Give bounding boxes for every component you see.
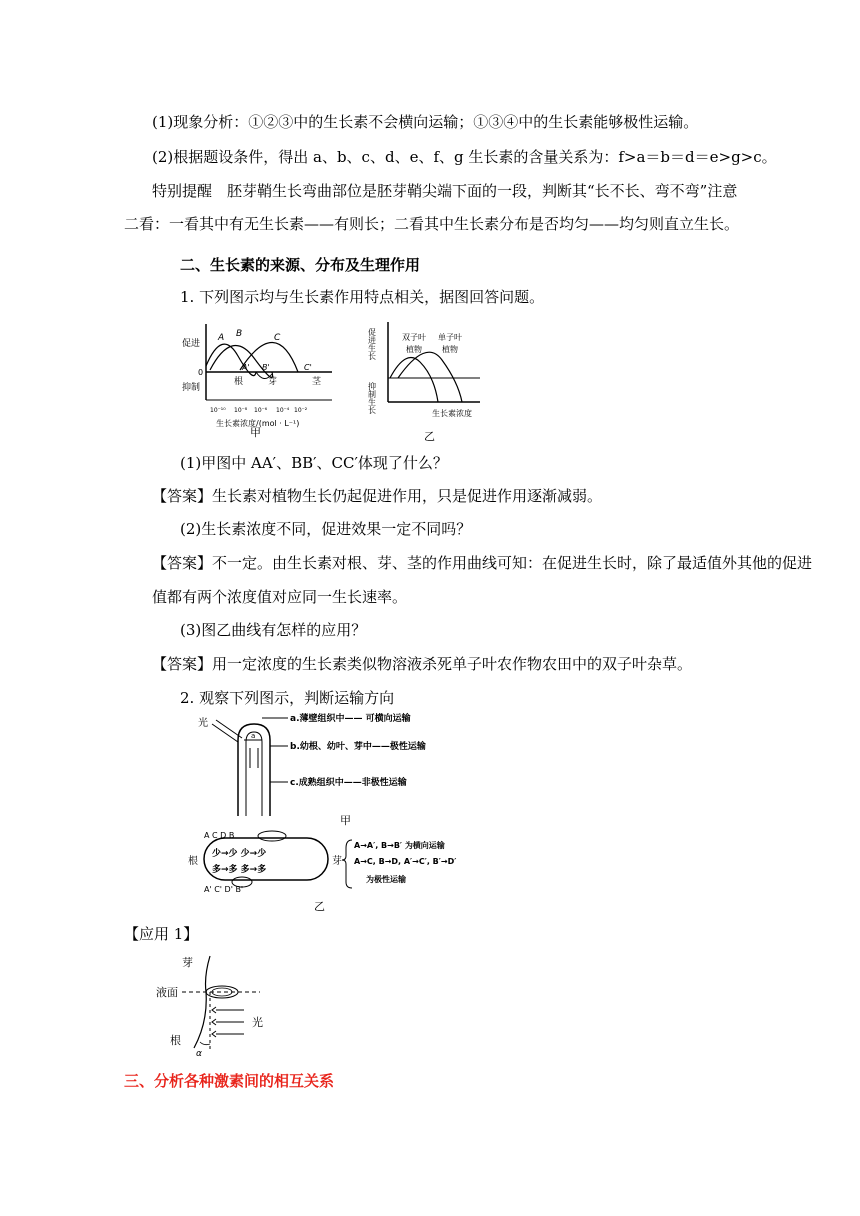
jia-curve-a: A xyxy=(218,333,225,343)
application-figure xyxy=(156,952,286,1056)
transport-yi-bottom-letters: A' C' D' B' xyxy=(204,885,244,894)
transport-figure-yi xyxy=(186,826,516,896)
transport-jia-line-a: a.薄壁组织中—— 可横向运输 xyxy=(290,714,411,724)
yi-monocot-2: 植物 xyxy=(442,345,458,354)
app-liquid-label: 液面 xyxy=(156,986,178,999)
jia-caption: 甲 xyxy=(250,426,261,439)
yi-y-bottom: 抑制生长 xyxy=(368,382,377,414)
yi-y-top: 促进生长 xyxy=(368,328,377,360)
transport-yi-row1: 少→少 少→少 xyxy=(212,849,267,859)
jia-x-label: 生长素浓度/(mol · L⁻¹) xyxy=(216,419,300,428)
jia-curve-b: B xyxy=(236,329,243,339)
question-1-3: (3)图乙曲线有怎样的应用？ xyxy=(180,621,367,639)
transport-jia-line-c: c.成熟组织中——非极性运输 xyxy=(290,778,407,788)
jia-label-a2: A' xyxy=(242,363,250,372)
question-1-2: (2)生长素浓度不同，促进效果一定不同吗？ xyxy=(180,520,472,538)
jia-organ-stem: 茎 xyxy=(312,377,322,387)
paragraph-phenomenon: (1)现象分析：①②③中的生长素不会横向运输；①③④中的生长素能够极性运输。 xyxy=(152,113,699,131)
yi-caption: 乙 xyxy=(424,430,435,443)
answer-1-1: 【答案】生长素对植物生长仍起促进作用，只是促进作用逐渐减弱。 xyxy=(152,487,603,505)
transport-yi-rule2: A→C, B→D, A′→C′, B′→D′ xyxy=(354,857,457,866)
transport-jia-a-mark: a xyxy=(251,732,256,740)
paragraph-note-line2: 二看：一看其中有无生长素——有则长；二看其中生长素分布是否均匀——均匀则直立生长。 xyxy=(124,215,740,233)
section-heading-3: 三、分析各种激素间的相互关系 xyxy=(124,1072,335,1090)
jia-zero: 0 xyxy=(198,368,204,377)
section-heading-2: 二、生长素的来源、分布及生理作用 xyxy=(180,256,421,274)
app-light-label: 光 xyxy=(252,1016,263,1029)
jia-organ-root: 根 xyxy=(234,377,244,387)
app-root-label: 根 xyxy=(170,1034,181,1047)
yi-dicot-2: 植物 xyxy=(406,345,422,354)
transport-jia-line-b: b.幼根、幼叶、芽中——极性运输 xyxy=(290,742,426,752)
answer-1-2-line2: 值都有两个浓度值对应同一生长速率。 xyxy=(152,588,408,606)
transport-jia-light: 光 xyxy=(198,718,208,729)
question-1-1: (1)甲图中 AA′、BB′、CC′体现了什么？ xyxy=(180,454,448,472)
jia-tick-5: 10⁻² xyxy=(294,407,308,414)
transport-figure-jia xyxy=(196,712,526,816)
jia-y-bottom: 抑制 xyxy=(182,383,201,393)
answer-1-3: 【答案】用一定浓度的生长素类似物溶液杀死单子叶农作物农田中的双子叶杂草。 xyxy=(152,655,693,673)
paragraph-content-relation: (2)根据题设条件，得出 a、b、c、d、e、f、g 生长素的含量关系为：f>a＝b＝d＝e>g>c。 xyxy=(152,148,777,166)
auxin-curve-figure-jia xyxy=(180,318,340,438)
transport-yi-row2: 多→多 多→多 xyxy=(212,865,267,875)
application-1-title: 【应用 1】 xyxy=(124,925,199,943)
jia-tick-4: 10⁻⁴ xyxy=(276,407,290,414)
question-2-intro: 2. 观察下列图示，判断运输方向 xyxy=(180,689,395,707)
auxin-curve-figure-yi xyxy=(368,318,488,428)
jia-y-top: 促进 xyxy=(182,339,201,349)
jia-label-b2: B' xyxy=(262,363,270,372)
jia-tick-3: 10⁻⁶ xyxy=(254,407,268,414)
app-alpha-label: α xyxy=(196,1049,202,1056)
jia-label-c2: C' xyxy=(304,363,312,372)
transport-yi-right: 芽 xyxy=(332,856,342,867)
yi-dicot: 双子叶 xyxy=(402,333,426,342)
jia-tick-2: 10⁻⁸ xyxy=(234,407,248,414)
transport-yi-left: 根 xyxy=(188,856,198,867)
jia-curve-c: C xyxy=(274,333,281,343)
yi-x-label: 生长素浓度 xyxy=(432,409,472,418)
app-bud-label: 芽 xyxy=(182,956,193,969)
paragraph-note-line1: 特别提醒 胚芽鞘生长弯曲部位是胚芽鞘尖端下面的一段，判断其“长不长、弯不弯”注意 xyxy=(152,182,738,200)
question-1-intro: 1. 下列图示均与生长素作用特点相关，据图回答问题。 xyxy=(180,288,545,306)
transport-yi-caption: 乙 xyxy=(314,900,325,913)
jia-organ-bud: 芽 xyxy=(268,377,278,387)
transport-yi-rule3: 为极性运输 xyxy=(366,875,406,884)
yi-monocot: 单子叶 xyxy=(438,333,462,342)
answer-1-2-line1: 【答案】不一定。由生长素对根、芽、茎的作用曲线可知：在促进生长时，除了最适值外其他的促进 xyxy=(152,554,813,572)
transport-jia-caption: 甲 xyxy=(340,814,351,827)
jia-tick-1: 10⁻¹⁰ xyxy=(210,407,226,414)
transport-yi-rule1: A→A′, B→B′ 为横向运输 xyxy=(354,841,445,850)
transport-yi-top-letters: A C D B xyxy=(204,831,235,840)
